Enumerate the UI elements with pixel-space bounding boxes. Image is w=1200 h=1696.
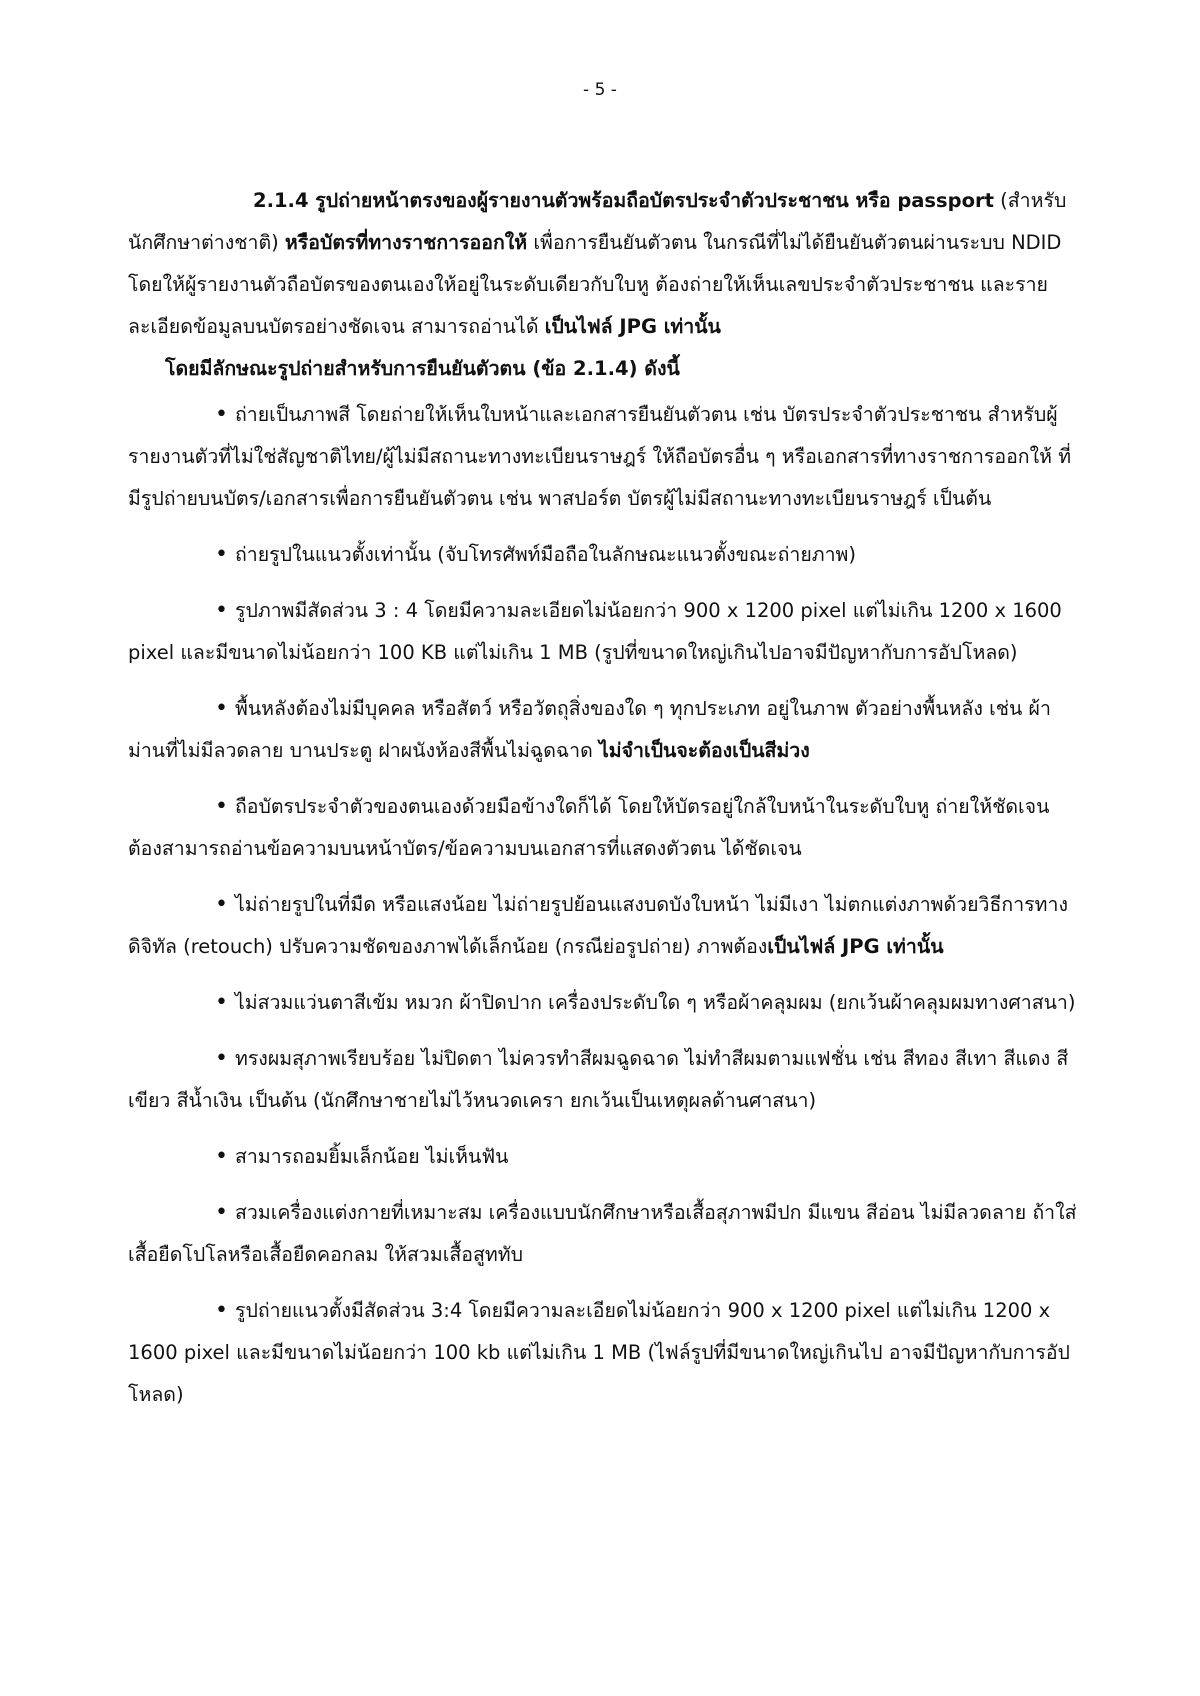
bullet-dot: • — [215, 1046, 228, 1071]
list-item — [128, 394, 1080, 520]
list-item-text: ทรงผมสุภาพเรียบร้อย ไม่ปิดตา ไม่ควรทำสีผมฉูดฉาด ไม่ทำสีผมตามแฟชั่น เช่น สีทอง สีเทา สีแดง สีเขียว สีน้ำเงิน เป็นต้น (นักศึกษาชายไม่ไว้หนวดเครา ยกเว้นเป็นเหตุผลด้านศาสนา) — [128, 1047, 1069, 1112]
bullet-dot: • — [215, 1144, 228, 1169]
list-item — [128, 786, 1080, 870]
list-item-text: รูปภาพมีสัดส่วน 3 : 4 โดยมีความละเอียดไม่น้อยกว่า 900 x 1200 pixel แต่ไม่เกิน 1200 x 1600 pixel และมีขนาดไม่น้อยกว่า 100 KB แต่ไม่เกิน 1 MB (รูปที่ขนาดใหญ่เกินไปอาจมีปัญหากับการอัปโหลด) — [128, 599, 1062, 664]
bullet-dot: • — [215, 402, 228, 427]
bullet-dot: • — [215, 598, 228, 623]
bullet-dot: • — [215, 1298, 228, 1323]
list-item-text: ไม่ถ่ายรูปในที่มืด หรือแสงน้อย ไม่ถ่ายรูปย้อนแสงบดบังใบหน้า ไม่มีเงา ไม่ตกแต่งภาพด้วยวิธีการทางดิจิทัล (retouch) ปรับความชัดของภาพได้เล็กน้อย (กรณีย่อรูปถ่าย) ภาพต้อง — [128, 893, 1068, 958]
section-bold-2: เป็นไฟล์ JPG เท่านั้น — [544, 315, 721, 338]
page-number: - 5 - — [583, 80, 617, 100]
list-item — [128, 688, 1080, 772]
bullet-dot: • — [215, 892, 228, 917]
section-paragraph — [128, 180, 1080, 348]
list-item-text: พื้นหลังต้องไม่มีบุคคล หรือสัตว์ หรือวัตถุสิ่งของใด ๆ ทุกประเภท อยู่ในภาพ ตัวอย่างพื้นหลัง เช่น ผ้าม่านที่ไม่มีลวดลาย บานประตู ฝาผนังห้องสีพื้นไม่ฉูดฉาด — [128, 697, 1051, 762]
bullet-dot: • — [215, 1200, 228, 1225]
bullet-list — [128, 394, 1080, 1416]
list-item-text: ไม่สวมแว่นตาสีเข้ม หมวก ผ้าปิดปาก เครื่องประดับใด ๆ หรือผ้าคลุมผม (ยกเว้นผ้าคลุมผมทางศาสนา) — [234, 991, 1076, 1014]
list-item — [128, 1038, 1080, 1122]
list-item — [128, 534, 1080, 576]
list-item-text: สามารถอมยิ้มเล็กน้อย ไม่เห็นฟัน — [234, 1145, 509, 1168]
section-heading: 2.1.4 รูปถ่ายหน้าตรงของผู้รายงานตัวพร้อมถือบัตรประจำตัวประชาชน หรือ passport — [253, 189, 994, 212]
section-text-2: เพื่อการยืนยันตัวตน ในกรณีที่ไม่ได้ยืนยันตัวตนผ่านระบบ NDID โดยให้ผู้รายงานตัวถือบัตรของตนเองให้อยู่ในระดับเดียวกับใบหู ต้องถ่ายให้เห็นเลขประจำตัวประชาชน และรายละเอียดข้อมูลบนบัตรอย่างชัดเจน สามารถอ่านได้ — [128, 231, 1062, 338]
list-item-text: ถือบัตรประจำตัวของตนเองด้วยมือข้างใดก็ได้ โดยให้บัตรอยู่ใกล้ใบหน้าในระดับใบหู ถ่ายให้ชัดเจน ต้องสามารถอ่านข้อความบนหน้าบัตร/ข้อความบนเอกสารที่แสดงตัวตน ได้ชัดเจน — [128, 795, 1050, 860]
list-item — [128, 1290, 1080, 1416]
list-item — [128, 1192, 1080, 1276]
list-item-bold: ไม่จำเป็นจะต้องเป็นสีม่วง — [598, 739, 810, 762]
bullet-dot: • — [215, 990, 228, 1015]
section-bold-1: หรือบัตรที่ทางราชการออกให้ — [284, 231, 528, 254]
list-item-text: รูปถ่ายแนวตั้งมีสัดส่วน 3:4 โดยมีความละเอียดไม่น้อยกว่า 900 x 1200 pixel แต่ไม่เกิน 1200 x 1600 pixel และมีขนาดไม่น้อยกว่า 100 kb แต่ไม่เกิน 1 MB (ไฟล์รูปที่มีขนาดใหญ่เกินไป อาจมีปัญหากับการอัปโหลด) — [128, 1299, 1070, 1406]
list-item — [128, 590, 1080, 674]
bullet-dot: • — [215, 794, 228, 819]
section-text-1: (สำหรับนักศึกษาต่างชาติ) — [128, 189, 1067, 254]
list-item — [128, 982, 1080, 1024]
subheading: โดยมีลักษณะรูปถ่ายสำหรับการยืนยันตัวตน (ข้อ 2.1.4) ดังนี้ — [165, 357, 680, 380]
list-item-text: สวมเครื่องแต่งกายที่เหมาะสม เครื่องแบบนักศึกษาหรือเสื้อสุภาพมีปก มีแขน สีอ่อน ไม่มีลวดลาย ถ้าใส่เสื้อยืดโปโลหรือเสื้อยืดคอกลม ให้สวมเสื้อสูททับ — [128, 1201, 1077, 1266]
document-body — [128, 180, 1080, 1416]
list-item-bold: เป็นไฟล์ JPG เท่านั้น — [767, 935, 944, 958]
list-item — [128, 884, 1080, 968]
bullet-dot: • — [215, 696, 228, 721]
list-item-text: ถ่ายเป็นภาพสี โดยถ่ายให้เห็นใบหน้าและเอกสารยืนยันตัวตน เช่น บัตรประจำตัวประชาชน สำหรับผู้รายงานตัวที่ไม่ใช่สัญชาติไทย/ผู้ไม่มีสถานะทางทะเบียนราษฎร์ ให้ถือบัตรอื่น ๆ หรือเอกสารที่ทางราชการออกให้ ที่มีรูปถ่ายบนบัตร/เอกสารเพื่อการยืนยันตัวตน เช่น พาสปอร์ต บัตรผู้ไม่มีสถานะทางทะเบียนราษฎร์ เป็นต้น — [128, 403, 1072, 510]
bullet-dot: • — [215, 542, 228, 567]
list-item-text: ถ่ายรูปในแนวตั้งเท่านั้น (จับโทรศัพท์มือถือในลักษณะแนวตั้งขณะถ่ายภาพ) — [234, 543, 857, 566]
list-item — [128, 1136, 1080, 1178]
